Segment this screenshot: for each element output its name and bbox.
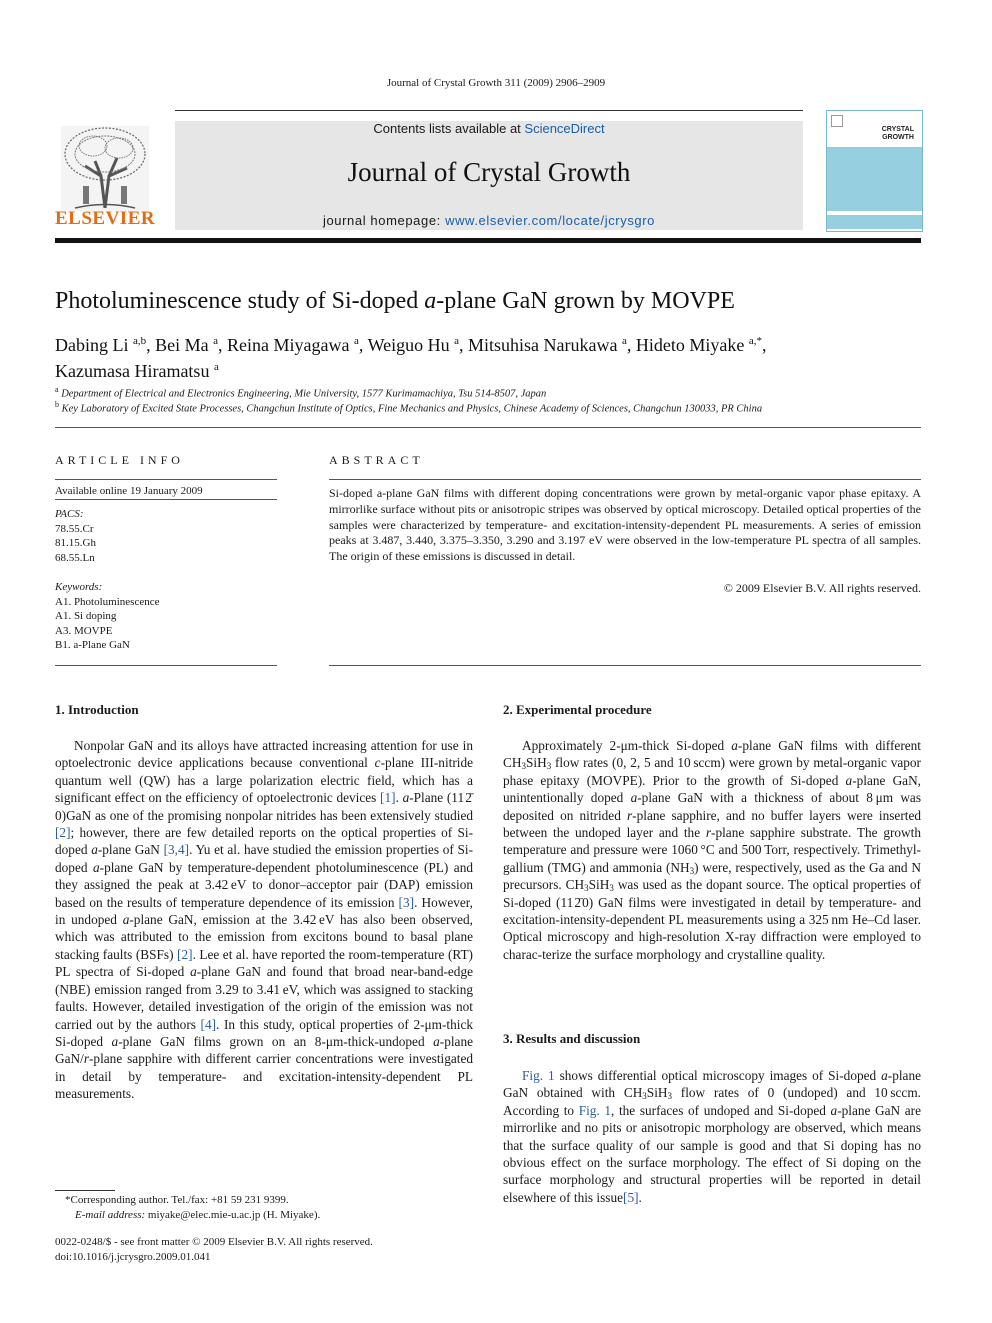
author[interactable]: Kazumasa Hiramatsu $^a$ bbox=[55, 361, 219, 381]
results-heading: 3. Results and discussion bbox=[503, 1031, 641, 1046]
results-body: Fig. 1 shows differential optical microscopy images of Si-doped a-plane GaN obtained with $CH_3SiH_3$ flow rates of 0 (undoped) and 10 sccm. According to Fig. 1, the surfaces of undoped and Si-doped a-plane GaN are mirrorlike and no pits or anisotropic morphology are observed, which means that the surface quality of our sample is good and that Si doping has no obvious effect on the surface morphology. The effect of Si doping on the surface morphology and structural properties will be reported in detail elsewhere of this issue[5]. bbox=[503, 1068, 921, 1205]
experimental-body: Approximately 2-μm-thick Si-doped a-plane GaN films with different $CH_3SiH_3$ flow rates (0, 2, 5 and 10 sccm) were grown by metal-organic vapor phase epitaxy (MOVPE). Prior to the growth of Si-doped a-plane GaN, unintentionally doped a-plane GaN with a thickness of about 8 μm was deposited on nitrided r-plane sapphire, and no buffer layers were inserted between the undoped layer and the r-plane sapphire substrate. The growth temperature and pressure were 1060 °C and 500 Torr, respectively. Trimethyl-gallium (TMG) and ammonia $(NH_3)$ were, respectively, used as the Ga and N precursors. $CH_3SiH_3$ was used as the dopant source. The optical properties of Si-doped (11 2̄ 0) GaN films were investigated in detail by temperature- and excitation-intensity-dependent PL measurements using a 325 nm He–Cd laser. Optical microscopy and high-resolution X-ray diffraction were employed to charac-terize the surface morphology and crystalline quality. bbox=[503, 738, 922, 962]
intro-heading: 1. Introduction bbox=[55, 702, 139, 717]
intro-body: Nonpolar GaN and its alloys have attracted increasing attention for use in optoelectronic device applications because conventional c-plane III-nitride quantum well (QW) has a large polarization electric field, which has a significant effect on the efficiency of optoelectronic devices [1]. a-Plane (11 2̄ 0)GaN as one of the promising nonpolar nitrides has been extensively studied [2]; however, there are few detailed reports on the optical properties of Si-doped a-plane GaN [3,4]. Yu et al. have studied the emission properties of Si-doped a-plane GaN by temperature-dependent photoluminescence (PL) and they assigned the peak at 3.42 eV to donor–acceptor pair (DAP) emission based on the results of temperature dependence of its emission [3]. However, in undoped a-plane GaN, emission at the 3.42 eV has also been observed, which was attributed to the emission from excitons bound to basal plane stacking faults (BSFs) [2]. Lee et al. have reported the room-temperature (RT) PL spectra of Si-doped a-plane GaN and found that broad near-band-edge (NBE) emission ranged from 3.29 to 3.41 eV, which was assigned to stacking faults. However, detailed investigation of the origin of the emission was not carried out by the authors [4]. In this study, optical properties of 2-μm-thick Si-doped a-plane GaN films grown on an 8-μm-thick-undoped a-plane GaN/r-plane sapphire with different carrier concentrations were investigated in detail by temperature- and excitation-intensity-dependent PL measurements. bbox=[55, 738, 474, 1102]
author[interactable]: Weiguo Hu $^a$ bbox=[367, 335, 460, 355]
divider bbox=[55, 427, 921, 428]
author[interactable]: Mitsuhisa Narukawa $^a$ bbox=[468, 335, 627, 355]
citation-link[interactable]: [1] bbox=[380, 790, 396, 806]
homepage-link[interactable]: www.elsevier.com/locate/jcrysgro bbox=[445, 213, 656, 228]
footnote bbox=[55, 1193, 475, 1223]
footnote-rule bbox=[55, 1190, 115, 1191]
author[interactable]: Dabing Li $^{a,b}$ bbox=[55, 335, 147, 355]
figure-link[interactable]: Fig. 1 bbox=[578, 1102, 612, 1118]
pacs-code: 68.55.Ln bbox=[55, 551, 95, 564]
author-list: Dabing Li $^{a,b}$, Bei Ma $^a$, Reina Miyagawa $^a$, Weiguo Hu $^a$, Mitsuhisa Narukawa $^a$, Hideto Miyake $^{a,*}$, Kazumasa Hiramatsu $^a$ bbox=[55, 335, 767, 381]
citation-link[interactable]: [3] bbox=[398, 894, 415, 910]
keyword: A3. MOVPE bbox=[55, 624, 113, 637]
divider bbox=[329, 479, 921, 480]
email-line: E-mail address: miyake@elec.mie-u.ac.jp (H. Miyake). bbox=[75, 1209, 321, 1221]
citation-link[interactable]: [5] bbox=[623, 1189, 639, 1205]
keyword: B1. a-Plane GaN bbox=[55, 639, 130, 651]
figure-link[interactable]: Fig. 1 bbox=[522, 1068, 555, 1083]
cover-label: CRYSTAL GROWTH bbox=[881, 126, 914, 141]
running-head: Journal of Crystal Growth 311 (2009) 2906–2909 bbox=[386, 77, 606, 89]
corresponding-author: *Corresponding author. Tel./fax: +81 59 231 9399. bbox=[65, 1194, 289, 1206]
cover-header bbox=[827, 111, 922, 148]
author[interactable]: Bei Ma $^a$ bbox=[155, 335, 219, 355]
contents-prefix: Contents lists available at bbox=[373, 121, 525, 136]
front-matter: 0022-0248/$ - see front matter © 2009 Elsevier B.V. All rights reserved. bbox=[55, 1236, 373, 1248]
cover-icon bbox=[831, 115, 843, 127]
journal-title: Journal of Crystal Growth bbox=[347, 157, 631, 187]
journal-cover-thumbnail[interactable] bbox=[826, 110, 923, 232]
available-online: Available online 19 January 2009 bbox=[55, 485, 203, 497]
doi[interactable]: doi:10.1016/j.jcrysgro.2009.01.041 bbox=[55, 1250, 211, 1263]
divider bbox=[329, 665, 921, 666]
divider bbox=[55, 665, 277, 666]
article-info-heading: ARTICLE INFO bbox=[55, 453, 184, 467]
experimental-heading: 2. Experimental procedure bbox=[503, 702, 652, 717]
abstract-text: Si-doped a-plane GaN films with different doping concentrations were grown by metal-organic vapor phase epitaxy. A mirrorlike surface without pits or anisotropic stripes was observed by optical microscopy. Detailed optical properties of the samples were characterized by temperature- and excitation-intensity-dependent PL measurements. A series of emission peaks at 3.487, 3.440, 3.375–3.350, 3.290 and 3.197 eV were observed in the low-temperature PL spectra of all samples. The origin of these emissions is discussed in detail. bbox=[329, 486, 921, 564]
contents-line bbox=[175, 121, 803, 136]
divider bbox=[55, 499, 277, 500]
keyword: A1. Si doping bbox=[55, 610, 117, 622]
citation-link[interactable]: [3,4] bbox=[163, 842, 190, 858]
pacs-code: 81.15.Gh bbox=[55, 537, 96, 549]
cover-strip bbox=[827, 215, 922, 229]
citation-link[interactable]: [2] bbox=[55, 825, 71, 841]
pacs-block bbox=[55, 507, 277, 565]
divider bbox=[55, 479, 277, 480]
cover-image bbox=[827, 148, 922, 211]
abstract-copyright: © 2009 Elsevier B.V. All rights reserved. bbox=[723, 581, 921, 595]
elsevier-wordmark: ELSEVIER bbox=[55, 208, 156, 229]
pacs-label: PACS: bbox=[55, 508, 84, 520]
homepage-prefix: journal homepage: bbox=[322, 213, 446, 228]
sciencedirect-link[interactable]: ScienceDirect bbox=[524, 121, 605, 136]
affiliation-b: $^b$ Key Laboratory of Excited State Processes, Changchun Institute of Optics, Fine Mechanics and Physics, Chinese Academy of Sciences, Changchun 130033, PR China bbox=[55, 400, 763, 415]
homepage-line bbox=[175, 213, 803, 228]
email-link[interactable]: miyake@elec.mie-u.ac.jp (H. Miyake). bbox=[147, 1209, 321, 1221]
keywords-label: Keywords: bbox=[55, 581, 103, 593]
footer bbox=[55, 1235, 475, 1264]
keyword: A1. Photoluminescence bbox=[55, 595, 160, 608]
header-thick-rule bbox=[55, 238, 921, 243]
header-rule bbox=[175, 110, 803, 111]
paper-title: Photoluminescence study of Si-doped a-plane GaN grown by MOVPE bbox=[55, 288, 735, 314]
citation-link[interactable]: [4] bbox=[200, 1016, 217, 1032]
citation-link[interactable]: [2] bbox=[177, 946, 193, 962]
author[interactable]: Hideto Miyake $^{a,*}$ bbox=[635, 335, 762, 355]
keywords-block bbox=[55, 580, 277, 653]
pacs-code: 78.55.Cr bbox=[55, 522, 94, 535]
author[interactable]: Reina Miyagawa $^a$ bbox=[227, 335, 359, 355]
affiliation-a: $^a$ Department of Electrical and Electronics Engineering, Mie University, 1577 Kurimamachiya, Tsu 514-8507, Japan bbox=[55, 385, 547, 400]
abstract-heading: ABSTRACT bbox=[329, 453, 424, 467]
